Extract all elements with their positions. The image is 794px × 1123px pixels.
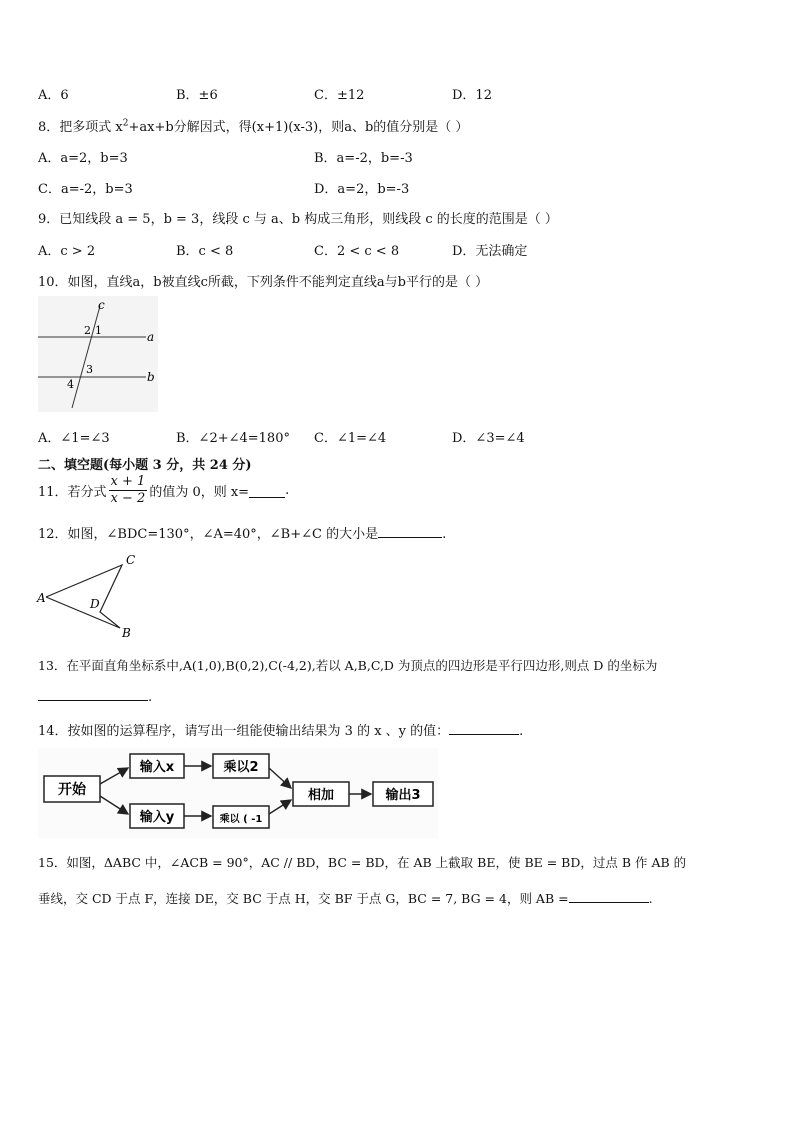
label-C: C (126, 553, 136, 567)
q8-stem-sup: 2 (122, 118, 129, 129)
q9-option-a: A．c > 2 (38, 244, 96, 259)
q15-end: . (648, 891, 653, 906)
q9-option-b: B．c < 8 (176, 244, 234, 259)
angle-1: 1 (95, 324, 102, 337)
flow-mul2-label: 乘以2 (223, 760, 259, 775)
q13-answer-line (38, 687, 152, 705)
q12-figure (34, 550, 144, 640)
q7-option-b: B．±6 (176, 88, 218, 103)
q10-option-a: A．∠1=∠3 (38, 431, 110, 446)
q11-denominator: x − 2 (110, 491, 146, 506)
flow-input-y-label: 输入y (139, 810, 175, 825)
q10-option-b: B．∠2+∠4=180° (176, 431, 290, 446)
q14-answer-blank[interactable] (449, 721, 519, 735)
q12-end: . (442, 527, 447, 542)
q12-triangle-shape (46, 565, 122, 628)
q8-option-c: C．a=-2，b=3 (38, 182, 133, 197)
q11-post: 的值为 0，则 x= (149, 485, 250, 500)
section-title: 二、填空题(每小题 3 分，共 24 分) (38, 458, 252, 473)
label-a: a (147, 330, 155, 344)
q11-stem (38, 474, 289, 507)
q14-end: . (519, 724, 524, 739)
q7-option-d: D．12 (452, 88, 492, 103)
q15-stem-line2 (38, 889, 653, 907)
label-b: b (147, 370, 155, 384)
q11-numerator: x + 1 (110, 474, 146, 489)
angle-3: 3 (86, 363, 93, 376)
q8-option-a: A．a=2，b=3 (38, 151, 128, 166)
q10-figure (38, 296, 158, 412)
q8-stem-post: +ax+b分解因式，得(x+1)(x-3)，则a、b的值分别是（ ） (128, 120, 469, 135)
q8-stem-pre: 8．把多项式 x (38, 120, 123, 135)
q13-stem: 13．在平面直角坐标系中,A(1,0),B(0,2),C(-4,2),若以 A,B,C,D 为顶点的四边形是平行四边形,则点 D 的坐标为 (38, 658, 658, 673)
flow-mul-neg1-label: 乘以 ( -1 (219, 814, 263, 825)
flow-add-label: 相加 (307, 788, 335, 803)
q12-stem (38, 523, 446, 542)
flow-output-label: 输出3 (385, 788, 421, 803)
flow-input-x-label: 输入x (139, 760, 175, 775)
q8-option-b: B．a=-2，b=-3 (314, 151, 413, 166)
q10-option-d: D．∠3=∠4 (452, 431, 525, 446)
q11-fraction (109, 474, 148, 507)
q10-option-c: C．∠1=∠4 (314, 431, 387, 446)
flow-start-label: 开始 (58, 782, 86, 798)
label-B: B (122, 626, 131, 640)
q14-text: 14．按如图的运算程序，请写出一组能使输出结果为 3 的 x 、y 的值： (38, 724, 450, 739)
angle-2: 2 (84, 324, 91, 337)
q7-option-c: C．±12 (314, 88, 365, 103)
q15-answer-blank[interactable] (569, 889, 649, 903)
q8-stem (38, 116, 468, 135)
q10-stem: 10．如图，直线a，b被直线c所截，下列条件不能判定直线a与b平行的是（ ） (38, 275, 489, 290)
q11-pre: 11．若分式 (38, 485, 107, 500)
label-D: D (90, 597, 100, 611)
q9-stem: 9．已知线段 a = 5，b = 3，线段 c 与 a、b 构成三角形，则线段 c 的长度的范围是（ ） (38, 212, 558, 227)
q11-end: . (285, 483, 290, 498)
q15-line2-text: 垂线，交 CD 于点 F，连接 DE，交 BC 于点 H，交 BF 于点 G，BC = 7, BG = 4，则 AB = (38, 891, 569, 906)
q13-end: . (148, 690, 153, 705)
q8-option-d: D．a=2，b=-3 (314, 182, 410, 197)
q9-option-d: D．无法确定 (452, 244, 528, 259)
q9-option-c: C．2 < c < 8 (314, 244, 400, 259)
label-c: c (98, 298, 105, 312)
angle-4: 4 (67, 378, 74, 391)
q14-flowchart (38, 748, 438, 838)
q12-answer-blank[interactable] (378, 524, 442, 538)
q14-stem (38, 720, 523, 739)
q13-answer-blank[interactable] (38, 687, 148, 701)
q15-stem-line1: 15．如图，ΔABC 中，∠ACB = 90°，AC // BD，BC = BD，在 AB 上截取 BE，使 BE = BD，过点 B 作 AB 的 (38, 855, 687, 870)
label-A: A (37, 591, 46, 605)
q7-option-a: A．6 (38, 88, 69, 103)
q11-answer-blank[interactable] (249, 484, 285, 498)
q12-text: 12．如图，∠BDC=130°，∠A=40°，∠B+∠C 的大小是 (38, 527, 379, 542)
